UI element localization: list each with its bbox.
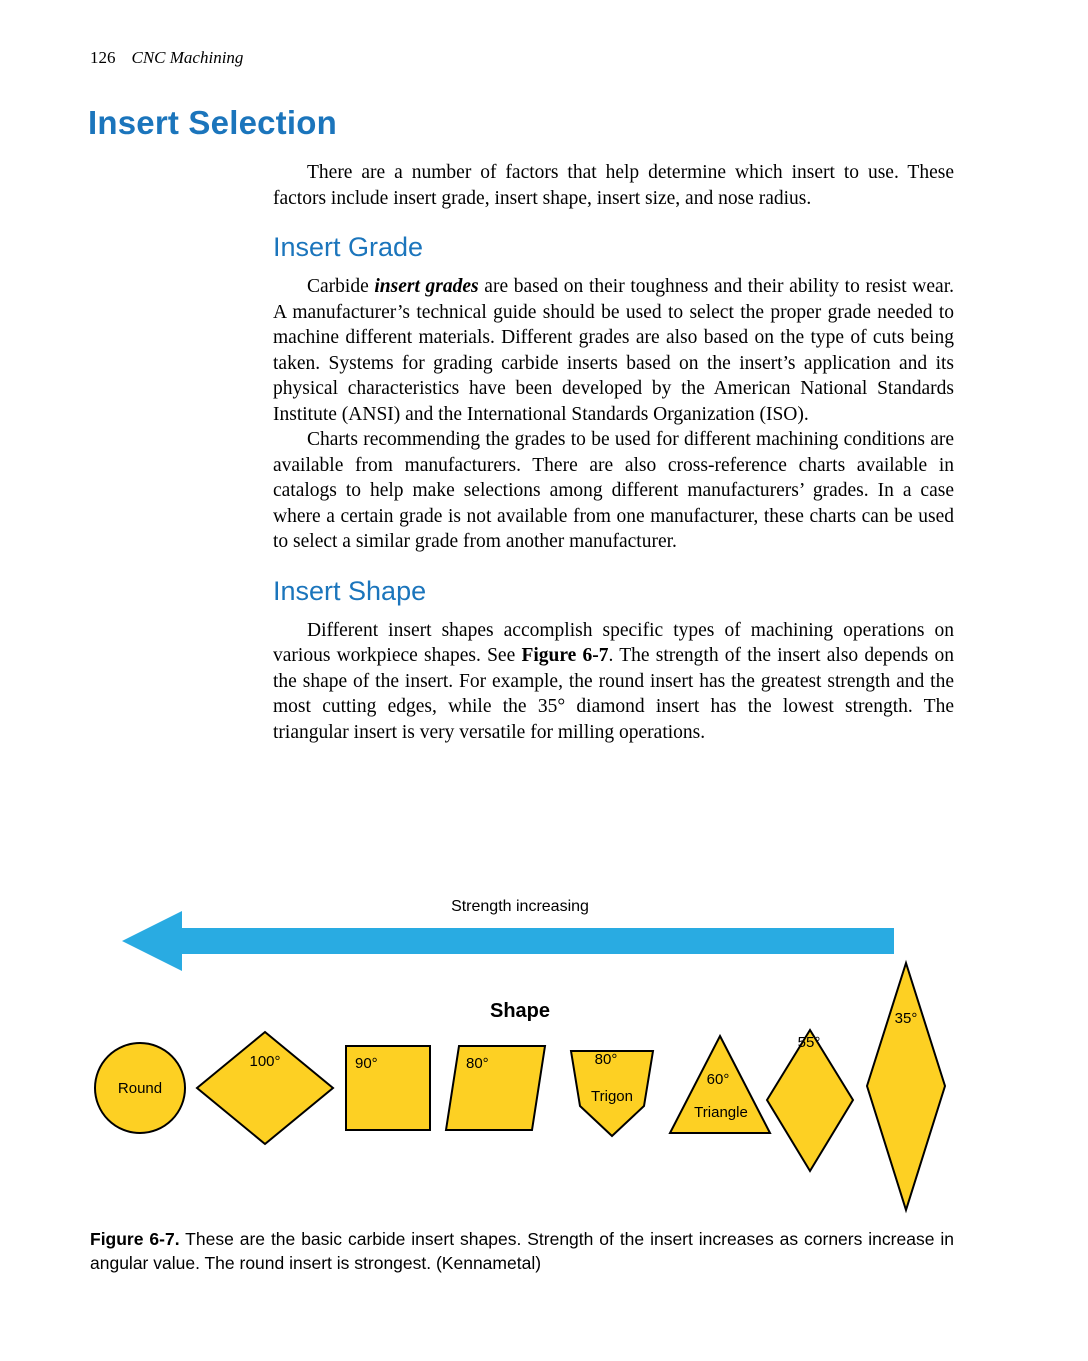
grade-p1-lead: Carbide bbox=[307, 276, 375, 297]
insert-label-35: 35° bbox=[894, 1010, 918, 1027]
heading-insert-grade: Insert Grade bbox=[273, 232, 424, 262]
insert-shape-diamond-35 bbox=[867, 963, 945, 1210]
figure-caption-label: Figure 6-7. bbox=[90, 1229, 180, 1249]
shape-p1-rest: . The strength of the insert also depends on the shape of the insert. For example, the round insert has the greatest strength and the most cutting edges, while the 35° diamond insert has the lowest strength. The triangular insert is very versatile for milling operations. bbox=[273, 645, 954, 743]
intro-paragraph: There are a number of factors that help determine which insert to use. These factors include insert grade, insert shape, insert size, and nose radius. bbox=[273, 162, 954, 209]
page-title: Insert Selection bbox=[88, 104, 337, 141]
insert-shape-diamond-100 bbox=[197, 1032, 333, 1144]
insert-label-55: 55° bbox=[797, 1034, 821, 1051]
grade-paragraph-2: Charts recommending the grades to be used for different machining conditions are available from manufacturers. There are also cross-reference charts available in catalogs to help make selections among different manufacturers’ grades. In a case where a certain grade is not available from one manufacturer, these charts can be used to select a similar grade from another manufacturer. bbox=[273, 429, 954, 552]
text-column bbox=[273, 160, 954, 745]
grade-paragraph-1 bbox=[273, 274, 954, 427]
figure-reference: Figure 6-7 bbox=[521, 645, 609, 666]
insert-label-trigon: Trigon bbox=[591, 1088, 633, 1105]
insert-label-trigon-angle: 80° bbox=[594, 1051, 618, 1068]
running-head bbox=[90, 48, 243, 68]
heading-insert-shape: Insert Shape bbox=[273, 575, 427, 606]
insert-shape-diamond-55 bbox=[767, 1030, 853, 1171]
figure-6-7 bbox=[0, 880, 1088, 1225]
insert-label-100: 100° bbox=[249, 1053, 281, 1070]
shape-p1-lead: Different insert shapes accomplish specific types of machining operations on various workpiece shapes. See bbox=[273, 619, 954, 666]
figure-caption bbox=[90, 1227, 954, 1275]
strength-increasing-arrow-icon bbox=[122, 911, 894, 971]
insert-shape-parallelogram-80 bbox=[446, 1046, 545, 1130]
page-number: 126 bbox=[90, 48, 116, 67]
shape-paragraph-1 bbox=[273, 618, 954, 746]
insert-label-triangle-angle: 60° bbox=[706, 1071, 730, 1088]
insert-label-80: 80° bbox=[466, 1055, 489, 1072]
strength-arrow-label: Strength increasing bbox=[451, 898, 589, 915]
insert-label-triangle: Triangle bbox=[694, 1104, 748, 1121]
book-title: CNC Machining bbox=[131, 48, 244, 67]
grade-p1-rest: are based on their toughness and their ability to resist wear. A manufacturer’s technical guide should be used to select the proper grade needed to machine different materials. Different grades are also based on the type of cuts being taken. Systems for grading carbide inserts based on the insert’s application and its physical characteristics have been developed by the American National Standards Institute (ANSI) and the International Standards Organization (ISO). bbox=[273, 276, 954, 425]
figure-caption-text: These are the basic carbide insert shapes. Strength of the insert increases as corners increase in angular value. The round insert is strongest. (Kennametal) bbox=[90, 1229, 954, 1273]
grade-p1-emphasis: insert grades bbox=[374, 276, 479, 297]
insert-label-90: 90° bbox=[355, 1055, 378, 1072]
shape-axis-label: Shape bbox=[489, 1000, 551, 1022]
insert-label-round: Round bbox=[117, 1080, 163, 1097]
